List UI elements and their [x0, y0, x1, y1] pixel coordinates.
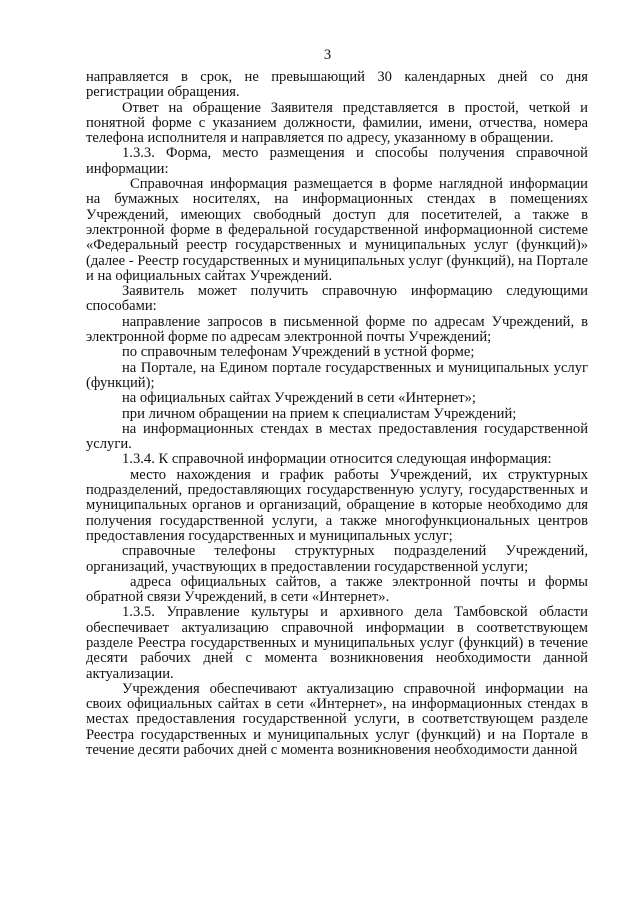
- paragraph: Ответ на обращение Заявителя представляется в простой, четкой и понятной форме с указанием должности, фамилии, имени, отчества, номера телефона исполнителя и направляется по адресу, указанному в обращении.: [86, 99, 588, 147]
- list-item: по справочным телефонам Учреждений в устной форме;: [122, 344, 475, 361]
- paragraph: направляется в срок, не превышающий 30 календарных дней со дня регистрации обращения.: [86, 69, 588, 101]
- list-item: место нахождения и график работы Учреждений, их структурных подразделений, предоставляющих государственную услугу, государственных и муниципальных органов и организаций, обращение в которые необходимо для получения государственной услуги, а также многофункциональных центров предоставления государственных и муниципальных услуг;: [86, 466, 588, 544]
- section-heading: 1.3.4. К справочной информации относится следующая информация:: [122, 451, 552, 468]
- list-item: справочные телефоны структурных подразделений Учреждений, организаций, участвующих в предоставлении государственной услуги;: [86, 543, 588, 575]
- list-item: направление запросов в письменной форме по адресам Учреждений, в электронной форме по адресам электронной почты Учреждений;: [86, 313, 588, 346]
- page-number: 3: [323, 47, 332, 63]
- section-heading: 1.3.3. Форма, место размещения и способы получения справочной информации:: [86, 145, 588, 177]
- list-item: при личном обращении на прием к специалистам Учреждений;: [122, 405, 517, 422]
- paragraph: Заявитель может получить справочную информацию следующими способами:: [86, 283, 588, 315]
- section-paragraph: 1.3.5. Управление культуры и архивного дела Тамбовской области обеспечивает актуализацию справочной информации в соответствующем разделе Реестра государственных и муниципальных услуг (функций) в течение десяти рабочих дней с момента возникновения необходимости данной актуализации.: [86, 604, 588, 682]
- list-item: на Портале, на Едином портале государственных и муниципальных услуг (функций);: [86, 359, 588, 391]
- list-item: адреса официальных сайтов, а также электронной почты и формы обратной связи Учреждений, в сети «Интернет».: [86, 573, 588, 606]
- document-body: [86, 70, 588, 758]
- list-item: на официальных сайтах Учреждений в сети «Интернет»;: [122, 390, 476, 407]
- list-item: на информационных стендах в местах предоставления государственной услуги.: [86, 420, 588, 453]
- paragraph: Учреждения обеспечивают актуализацию справочной информации на своих официальных сайтах в сети «Интернет», на информационных стендах в местах предоставления государственной услуги, в соответствующем разделе Реестра государственных и муниципальных услуг (функций) и на Портале в течение десяти рабочих дней с момента возникновения необходимости данной: [86, 680, 588, 759]
- paragraph: Справочная информация размещается в форме наглядной информации на бумажных носителях, на информационных стендах в помещениях Учреждений, имеющих свободный доступ для посетителей, а также в электронной форме в федеральной государственной информационной системе «Федеральный реестр государственных и муниципальных услуг (функций)» (далее - Реестр государственных и муниципальных услуг (функций), на Портале и на официальных сайтах Учреждений.: [86, 176, 588, 284]
